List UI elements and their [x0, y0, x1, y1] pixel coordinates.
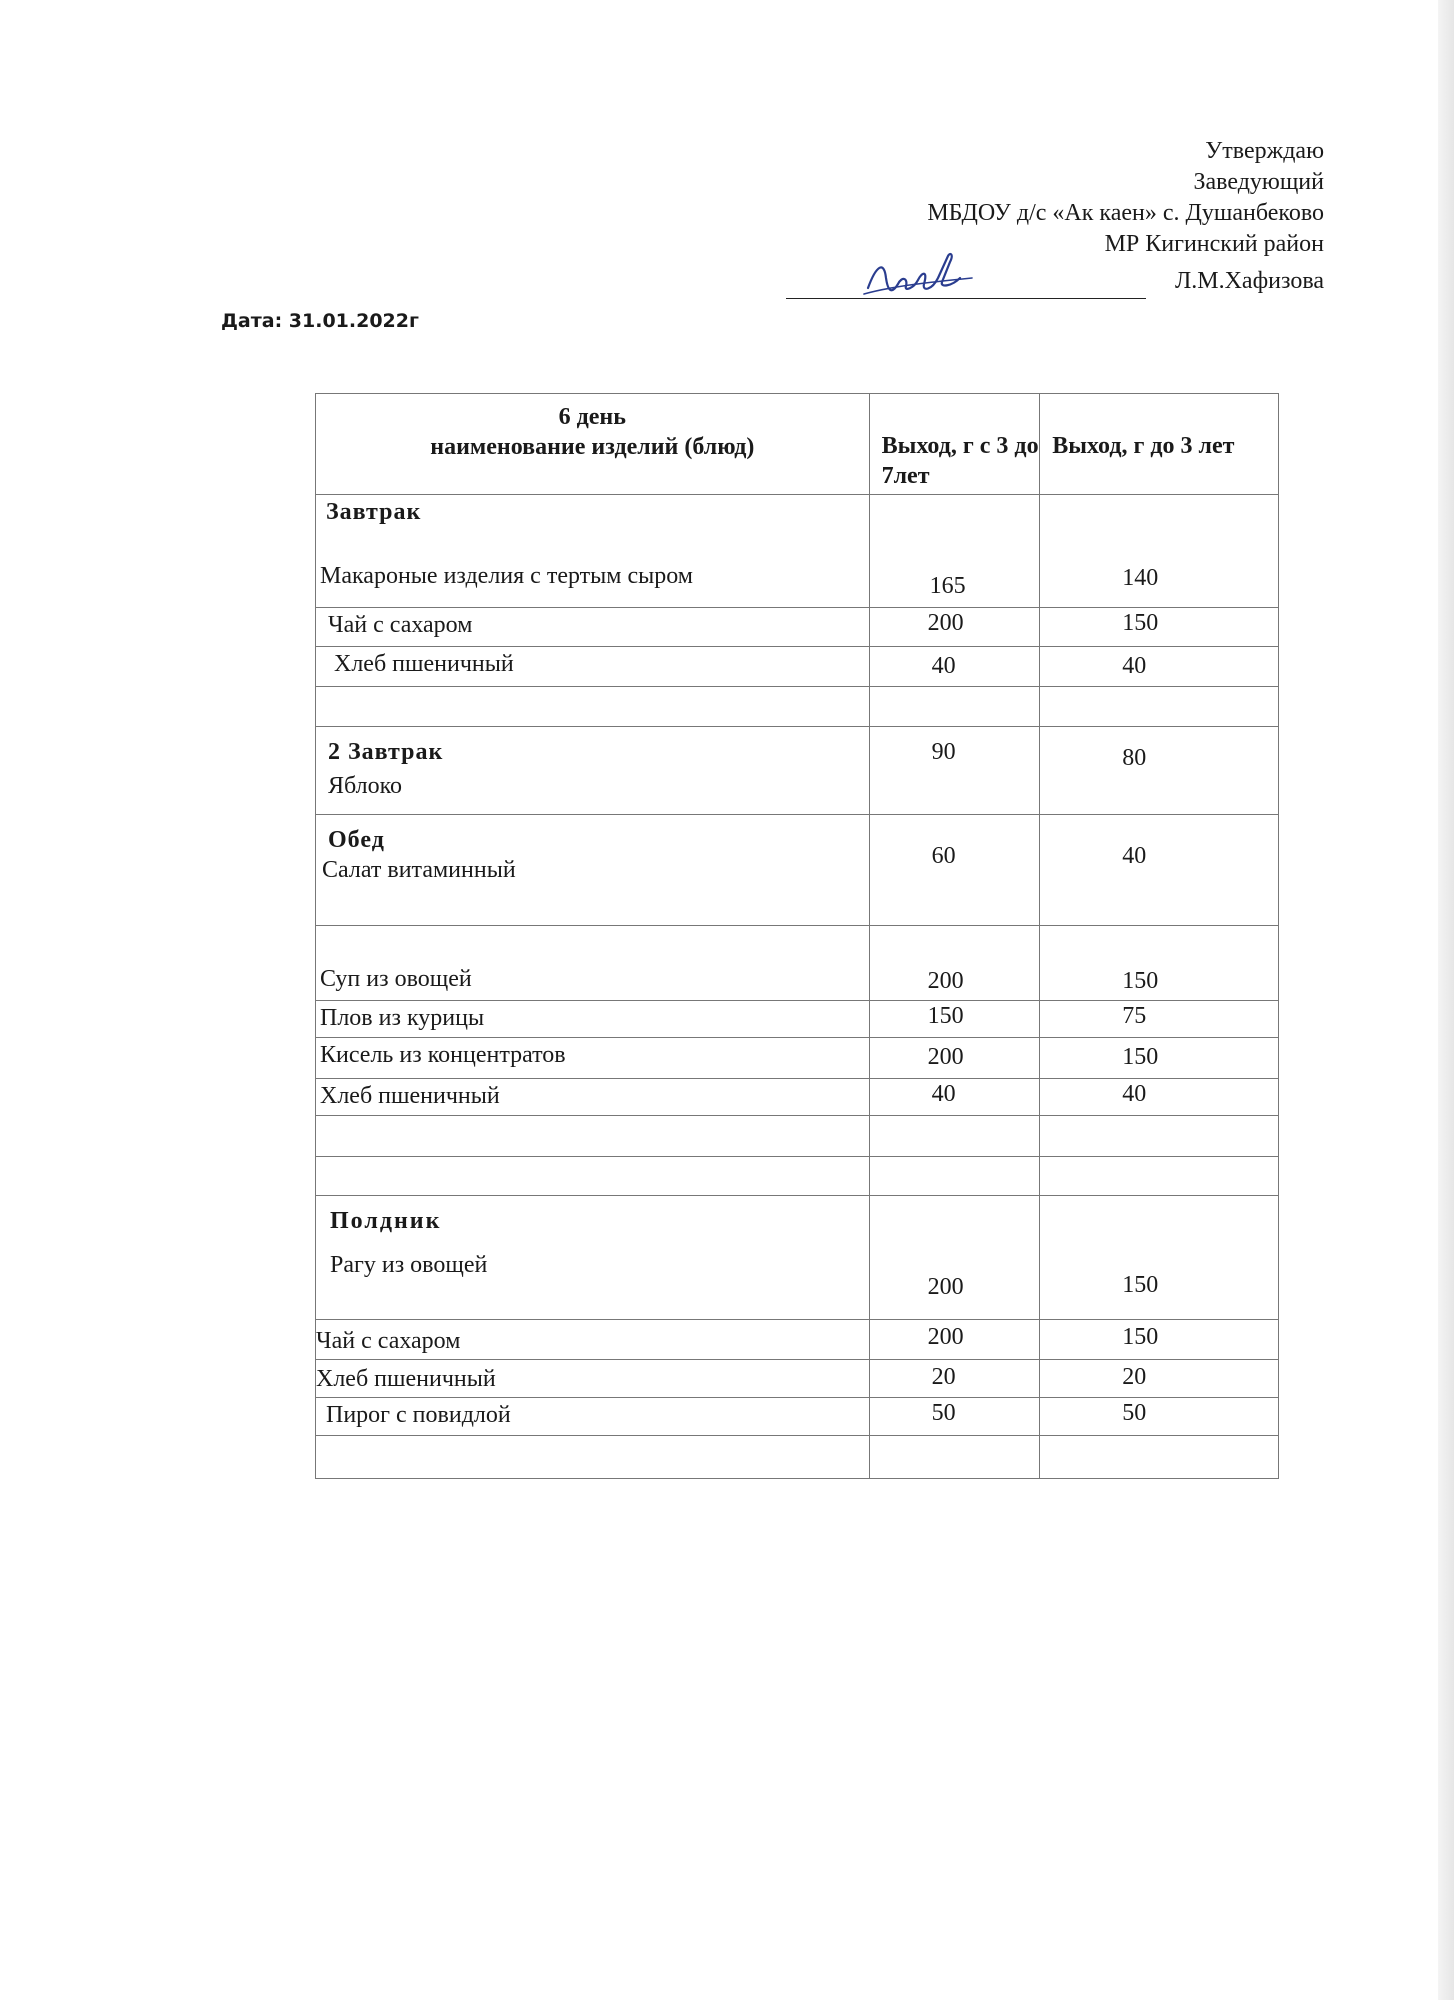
value-cell	[869, 495, 1040, 608]
signature	[862, 248, 982, 308]
signature-line	[786, 298, 1146, 299]
table-row	[316, 815, 1279, 926]
dish-name: Яблоко	[328, 773, 403, 799]
table-row	[316, 926, 1279, 1001]
table-row	[316, 1079, 1279, 1116]
approval-line-1: Утверждаю	[1205, 138, 1324, 164]
value-3-7: 200	[927, 1044, 964, 1070]
value-3-7: 50	[931, 1400, 956, 1426]
value-under-3: 80	[1122, 745, 1147, 771]
dish-name: Салат витаминный	[322, 857, 516, 883]
dish-cell	[316, 495, 870, 608]
value-under-3: 140	[1122, 565, 1159, 591]
section-lunch: Обед	[328, 827, 385, 853]
dish-name: Плов из курицы	[320, 1005, 485, 1031]
value-3-7: 200	[927, 1324, 964, 1350]
value-under-3: 150	[1122, 1324, 1159, 1350]
scan-edge	[1438, 0, 1454, 2000]
empty-row	[316, 687, 1279, 727]
dish-name: Рагу из овощей	[330, 1252, 488, 1278]
header-dish-label: наименование изделий (блюд)	[430, 434, 755, 460]
table-row	[316, 608, 1279, 647]
value-3-7: 150	[927, 1003, 964, 1029]
value-under-3: 20	[1122, 1364, 1147, 1390]
dish-name: Хлеб пшеничный	[320, 1083, 500, 1109]
value-3-7: 165	[929, 573, 966, 599]
empty-row	[316, 1436, 1279, 1479]
dish-name: Суп из овощей	[320, 966, 472, 992]
approval-line-4: МР Кигинский район	[1104, 231, 1324, 257]
value-3-7: 20	[931, 1364, 956, 1390]
table-row	[316, 1360, 1279, 1398]
dish-name: Хлеб пшеничный	[334, 651, 514, 677]
value-3-7: 90	[931, 739, 956, 765]
menu-table	[315, 393, 1279, 1479]
approval-line-2: Заведующий	[1193, 169, 1324, 195]
value-3-7: 40	[931, 1081, 956, 1107]
dish-name: Хлеб пшеничный	[316, 1366, 496, 1392]
table-row	[316, 727, 1279, 815]
section-breakfast: Завтрак	[326, 499, 422, 525]
table-row	[316, 1320, 1279, 1360]
empty-row	[316, 1157, 1279, 1196]
empty-row	[316, 1116, 1279, 1157]
value-under-3: 150	[1122, 610, 1159, 636]
value-3-7: 60	[931, 843, 956, 869]
value-under-3: 40	[1122, 1081, 1147, 1107]
table-row	[316, 647, 1279, 687]
approval-block	[927, 136, 1324, 260]
value-under-3: 40	[1122, 843, 1147, 869]
approval-line-3: МБДОУ д/с «Ак каен» с. Душанбеково	[927, 200, 1324, 226]
dish-name: Макароные изделия с тертым сыром	[320, 563, 693, 589]
dish-name: Кисель из концентратов	[320, 1042, 566, 1068]
header-day: 6 день	[558, 404, 626, 430]
section-breakfast-2: 2 Завтрак	[328, 739, 444, 765]
table-row	[316, 1038, 1279, 1079]
section-snack: Полдник	[330, 1208, 442, 1234]
dish-name: Чай с сахаром	[316, 1328, 461, 1354]
value-under-3: 50	[1122, 1400, 1147, 1426]
value-under-3: 150	[1122, 968, 1159, 994]
header-row	[316, 394, 1279, 495]
value-3-7: 200	[927, 610, 964, 636]
dish-name: Пирог с повидлой	[326, 1402, 511, 1428]
table-row	[316, 1001, 1279, 1038]
value-3-7: 40	[931, 653, 956, 679]
value-cell	[1040, 495, 1279, 608]
header-dish	[316, 394, 870, 495]
table-row	[316, 1398, 1279, 1436]
value-3-7: 200	[927, 1274, 964, 1300]
table-row	[316, 1196, 1279, 1320]
header-age-under-3: Выход, г до 3 лет	[1040, 394, 1279, 495]
header-age-3-7: Выход, г с 3 до 7лет	[869, 394, 1040, 495]
director-name: Л.М.Хафизова	[1174, 268, 1324, 294]
value-3-7: 200	[927, 968, 964, 994]
value-under-3: 150	[1122, 1272, 1159, 1298]
document-date: Дата: 31.01.2022г	[221, 310, 419, 332]
value-under-3: 75	[1122, 1003, 1147, 1029]
table-row	[316, 495, 1279, 608]
value-under-3: 150	[1122, 1044, 1159, 1070]
value-under-3: 40	[1122, 653, 1147, 679]
dish-name: Чай с сахаром	[328, 612, 473, 638]
